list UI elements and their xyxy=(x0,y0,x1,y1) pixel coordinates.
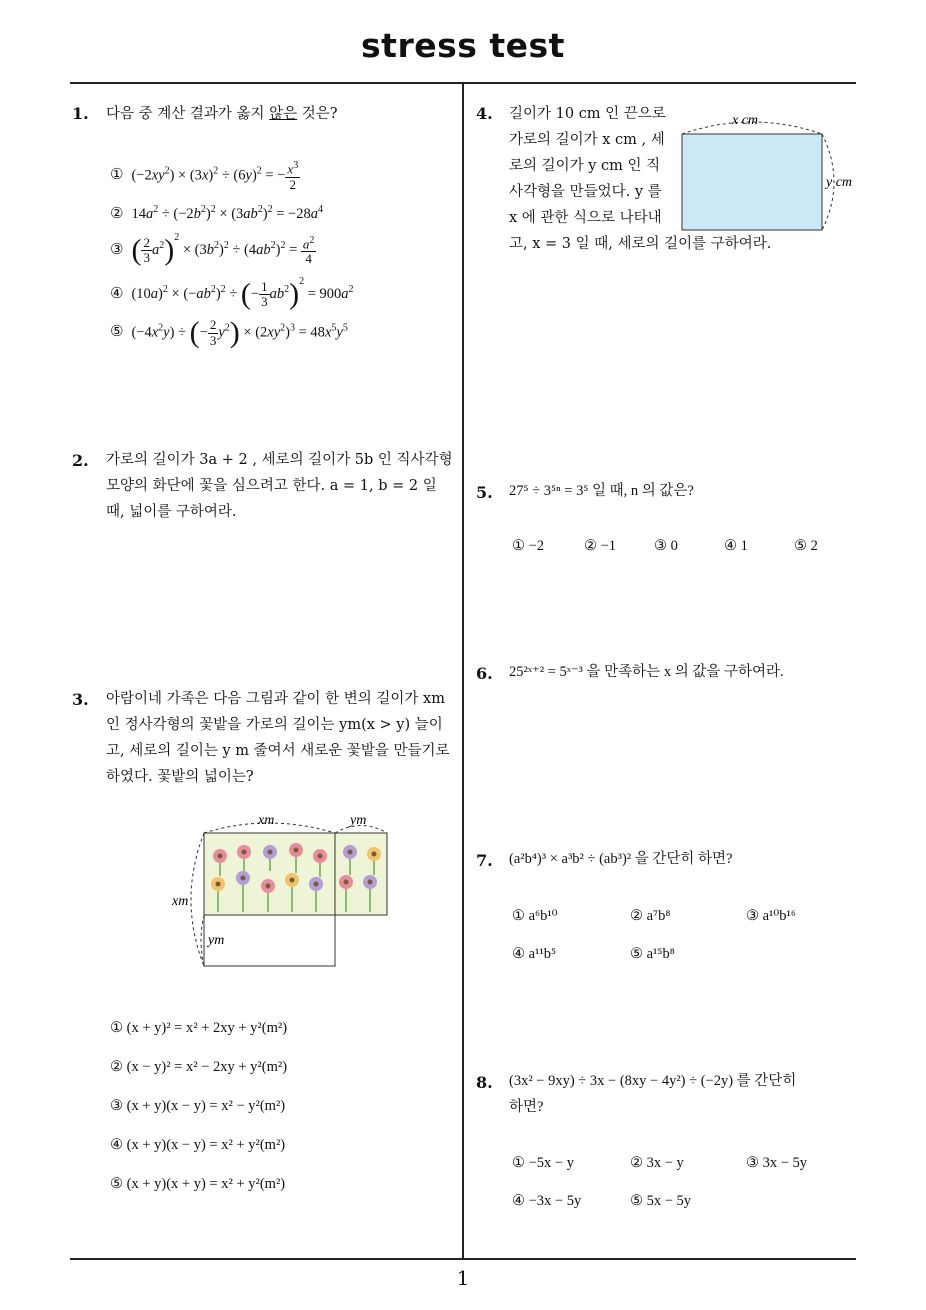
question-7-option-4[interactable]: ④ a¹¹b⁵ xyxy=(512,946,557,962)
question-8-option-1[interactable]: ① −5x − y xyxy=(512,1155,574,1171)
question-5-text: 27⁵ ÷ 3⁵ⁿ = 3⁵ 일 때, n 의 값은? xyxy=(509,483,694,499)
page-title: stress test xyxy=(361,26,565,65)
page-number: 1 xyxy=(456,1266,470,1290)
question-2-text: 가로의 길이가 3a + 2 , 세로의 길이가 5b 인 직사각형 모양의 화단에 꽃을 심으려고 한다. a = 1, b = 2 일 때, 넓이를 구하여라. xyxy=(106,452,453,520)
question-8-option-3[interactable]: ③ 3x − 5y xyxy=(746,1155,808,1171)
column-divider xyxy=(462,83,464,1260)
question-3-option-1[interactable]: ① (x + y)² = x² + 2xy + y²(m²) xyxy=(110,1020,288,1036)
question-3-number: 3. xyxy=(72,690,89,709)
question-3-text: 아람이네 가족은 다음 그림과 같이 한 변의 길이가 xm 인 정사각형의 꽃밭을 가로의 길이는 ym(x > y) 늘이 고, 세로의 길이는 y m 줄여서 새로운 꽃밭을 만들기로 하였다. 꽃밭의 넓이는? xyxy=(106,691,450,785)
question-7-text: (a²b⁴)³ × a³b² ÷ (ab³)² 을 간단히 하면? xyxy=(509,851,733,867)
question-8-option-4[interactable]: ④ −3x − 5y xyxy=(512,1193,582,1209)
question-4-number: 4. xyxy=(476,104,493,123)
question-8-number: 8. xyxy=(476,1073,493,1092)
rectangle-shape xyxy=(682,134,822,230)
question-7-option-5[interactable]: ⑤ a¹⁵b⁸ xyxy=(630,946,675,962)
question-7-number: 7. xyxy=(476,851,493,870)
question-6-number: 6. xyxy=(476,664,493,683)
question-1-option-1[interactable]: ① $(-2xy^2) \times (3x)^2 \div (6y)^2$ = − $\frac{x^3}{2}$ xyxy=(110,160,299,192)
figure-label-xcm: x cm xyxy=(732,113,759,128)
question-2-number: 2. xyxy=(72,451,89,470)
figure-label-xm-top: xm xyxy=(258,813,275,828)
question-1-number: 1. xyxy=(72,104,89,123)
question-1-option-3[interactable]: ③ ( $\frac{2}{3}$ $a^2)^2 \times (3b^2)^2 \div (4ab^2)^2$ = $\frac{a^2}{4}$ xyxy=(110,232,315,267)
figure-label-ycm: y cm xyxy=(826,175,853,190)
figure-label-ym-inner: ym xyxy=(208,933,225,948)
question-5-option-1[interactable]: ① −2 xyxy=(512,538,545,554)
question-1-option-4[interactable]: ④ $(10a)^2 \times (-ab^2)^2$ ÷ (− $\frac{1}{3}$ $ab^2)^2 = 900a^2$ xyxy=(110,276,354,311)
question-3-option-3[interactable]: ③ (x + y)(x − y) = x² − y²(m²) xyxy=(110,1098,286,1114)
garden-figure xyxy=(168,808,398,973)
question-8-text: (3x² − 9xy) ÷ 3x − (8xy − 4y²) ÷ (−2y) 를 간단히 하면? xyxy=(509,1073,797,1115)
question-3-option-4[interactable]: ④ (x + y)(x − y) = x² + y²(m²) xyxy=(110,1137,286,1153)
rectangle-figure xyxy=(676,108,860,236)
question-7-option-1[interactable]: ① a⁶b¹⁰ xyxy=(512,908,558,924)
figure-label-ym-top: ym xyxy=(350,813,367,828)
question-5-option-3[interactable]: ③ 0 xyxy=(654,538,678,554)
question-4-text: 길이가 10 cm 인 끈으로 가로의 길이가 x cm , 세 로의 길이가 y cm 인 직 사각형을 만들었다. y 를 x 에 관한 식으로 나타내 고, x = 3 일 때, 세로의 길이를 구하여라. xyxy=(509,106,772,252)
question-5-option-5[interactable]: ⑤ 2 xyxy=(794,538,818,554)
question-8-option-5[interactable]: ⑤ 5x − 5y xyxy=(630,1193,692,1209)
question-5-option-2[interactable]: ② −1 xyxy=(584,538,617,554)
question-7-option-2[interactable]: ② a⁷b⁸ xyxy=(630,908,671,924)
question-3-option-2[interactable]: ② (x − y)² = x² − 2xy + y²(m²) xyxy=(110,1059,288,1075)
question-5-number: 5. xyxy=(476,483,493,502)
question-8-option-2[interactable]: ② 3x − y xyxy=(630,1155,684,1171)
figure-label-xm-left: xm xyxy=(172,894,189,909)
question-1-text: 다음 중 계산 결과가 옳지 않은 것은? xyxy=(106,106,338,122)
question-6-text: 25²ˣ⁺² = 5ˣ⁻³ 을 만족하는 x 의 값을 구하여라. xyxy=(509,664,784,680)
question-5-option-4[interactable]: ④ 1 xyxy=(724,538,748,554)
question-3-option-5[interactable]: ⑤ (x + y)(x + y) = x² + y²(m²) xyxy=(110,1176,286,1192)
question-1-option-2[interactable]: ② $14a^2 \div (-2b^2)^2 \times (3ab^2)^2 = -28a^4$ xyxy=(110,204,323,222)
question-7-option-3[interactable]: ③ a¹⁰b¹⁶ xyxy=(746,908,796,924)
question-1-option-5[interactable]: ⑤ $(-4x^2y)$ ÷ (− $\frac{2}{3}$ $y^2) \times (2xy^2)^3 = 48x^5y^5$ xyxy=(110,316,348,349)
footer-rule xyxy=(70,1258,856,1260)
